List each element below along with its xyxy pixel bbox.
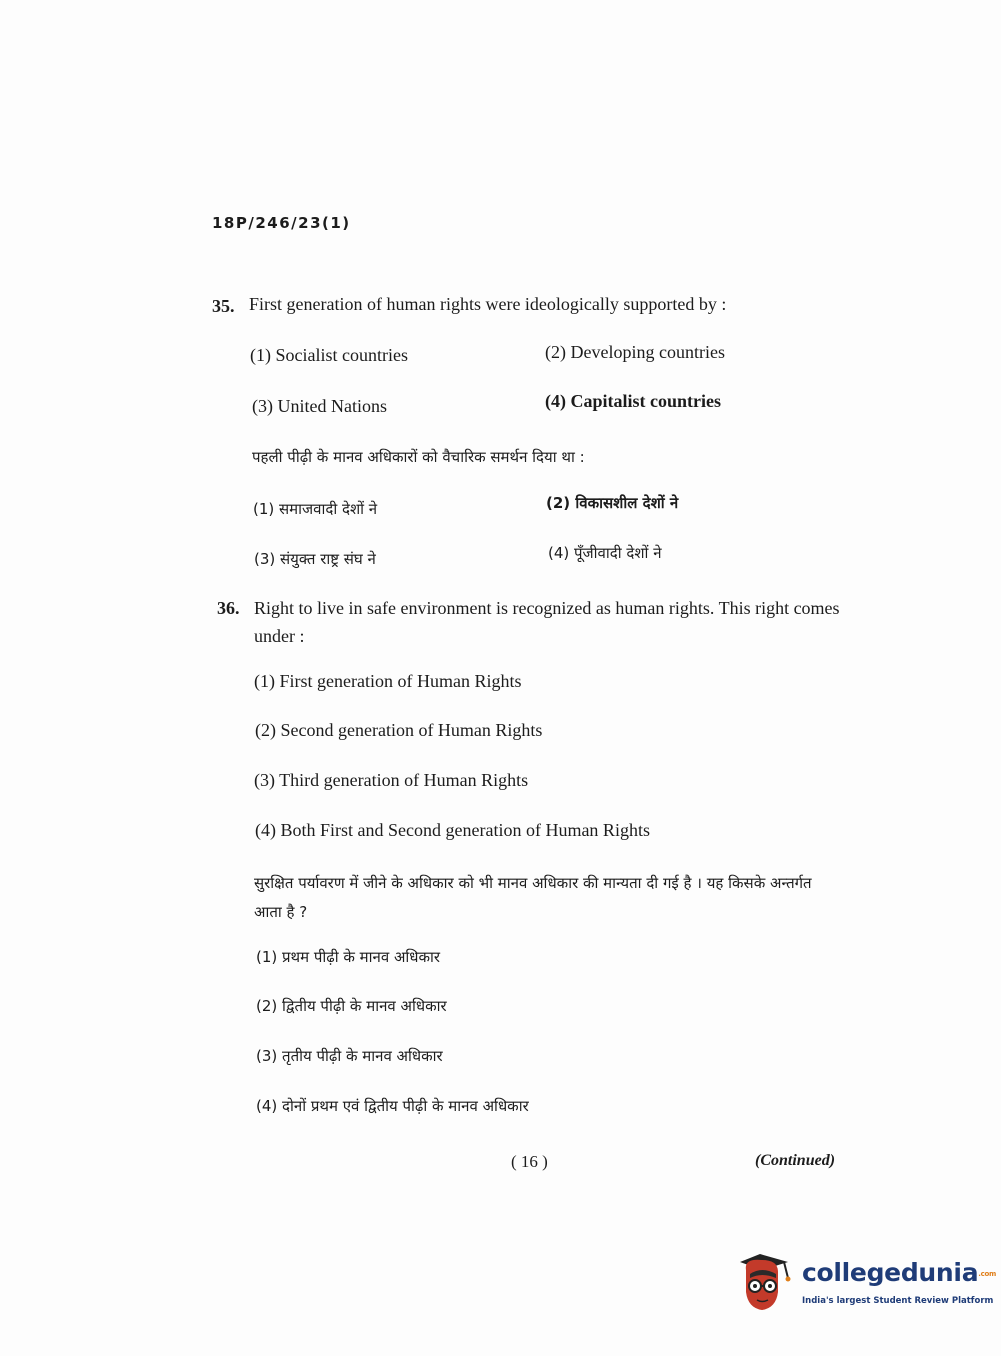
logo-wordmark: collegedunia.com <box>802 1258 996 1287</box>
q36-option-1: (1) First generation of Human Rights <box>254 671 522 691</box>
q36-hindi-option-3: (3) तृतीय पीढ़ी के मानव अधिकार <box>256 1047 443 1065</box>
q35-option-1: (1) Socialist countries <box>250 345 408 365</box>
q36-hindi-option-4: (4) दोनों प्रथम एवं द्वितीय पीढ़ी के मानव अधिकार <box>256 1097 529 1115</box>
q36-hindi-option-2: (2) द्वितीय पीढ़ी के मानव अधिकार <box>256 997 447 1015</box>
q36-option-3: (3) Third generation of Human Rights <box>254 770 529 790</box>
q35-hindi-option-4: (4) पूँजीवादी देशों ने <box>548 544 662 562</box>
question-36-text: Right to live in safe environment is recognized as human rights. This right comes under : <box>254 598 840 646</box>
question-35-number: 35. <box>212 296 235 316</box>
question-36-number: 36. <box>217 598 240 618</box>
q35-option-2: (2) Developing countries <box>545 342 725 362</box>
page-number: ( 16 ) <box>511 1152 548 1171</box>
q35-option-3: (3) United Nations <box>252 396 387 416</box>
q35-hindi-option-3: (3) संयुक्त राष्ट्र संघ ने <box>254 550 376 568</box>
paper-code: 18P/246/23(1) <box>212 214 351 232</box>
q36-hindi-option-1: (1) प्रथम पीढ़ी के मानव अधिकार <box>256 948 441 966</box>
question-35-text: First generation of human rights were ideologically supported by : <box>249 294 727 314</box>
q35-hindi-option-1: (1) समाजवादी देशों ने <box>253 500 378 518</box>
collegedunia-logo <box>740 1248 996 1318</box>
continued-label: (Continued) <box>755 1152 836 1169</box>
q36-option-2: (2) Second generation of Human Rights <box>255 720 543 740</box>
q35-hindi-option-2: (2) विकासशील देशों ने <box>546 494 679 512</box>
q35-option-4-answer: (4) Capitalist countries <box>545 391 721 411</box>
question-35-hindi-text: पहली पीढ़ी के मानव अधिकारों को वैचारिक समर्थन दिया था : <box>252 448 585 466</box>
q36-option-4: (4) Both First and Second generation of Human Rights <box>255 820 650 840</box>
question-36-hindi-text: सुरक्षित पर्यावरण में जीने के अधिकार को भी मानव अधिकार की मान्यता दी गई है । यह किसके अन्तर्गत आता है ? <box>254 874 812 921</box>
logo-tagline: India's largest Student Review Platform <box>802 1296 994 1306</box>
mascot-icon <box>740 1248 800 1314</box>
